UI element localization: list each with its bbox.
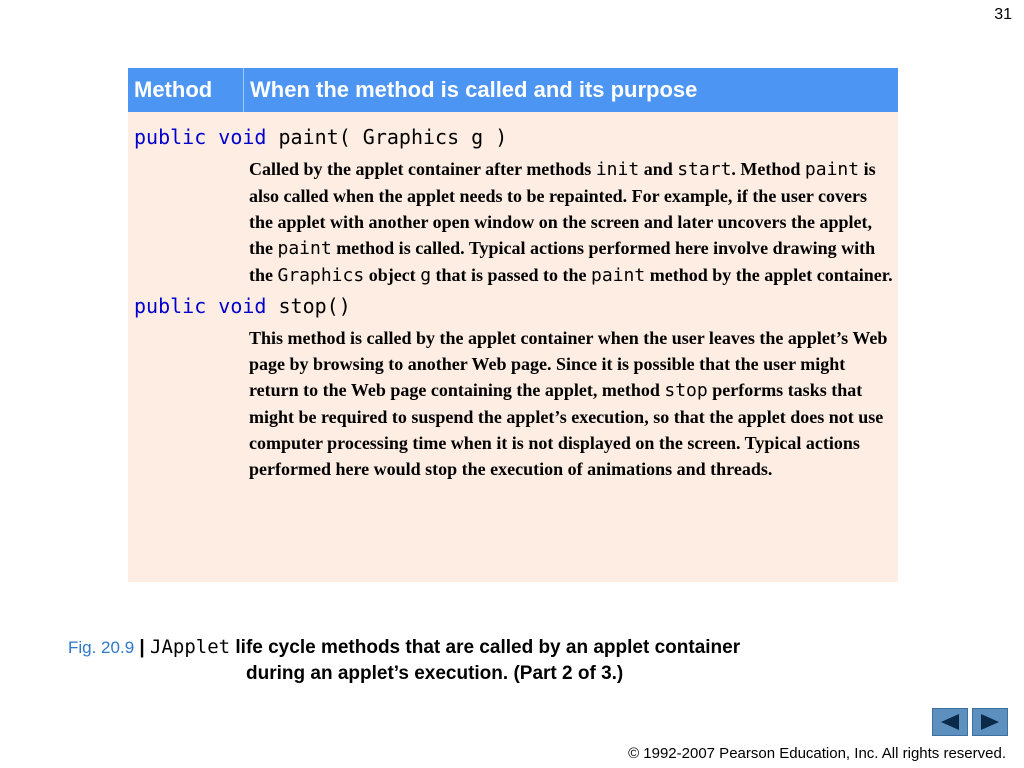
- method-description-stop: [249, 325, 893, 482]
- caption-line-2: during an applet’s execution. (Part 2 of 3.): [246, 663, 624, 684]
- caption-separator: |: [134, 637, 151, 658]
- description-text: Called by the applet container after methods: [249, 159, 596, 179]
- description-text: is also called when the applet needs to be repainted. For example, if the user covers the applet with another open window on the screen and later uncovers the applet, the: [249, 159, 876, 258]
- inline-code: init: [595, 159, 640, 180]
- description-text: This method is called by the applet container when the user leaves the applet’s Web page by browsing to another Web page. Since it is possible that the user might return to the Web page containing the applet, method: [249, 328, 888, 400]
- caption-line-1: [68, 634, 948, 661]
- right-arrow-icon: [979, 713, 1001, 731]
- figure-label: Fig. 20.9: [68, 638, 135, 657]
- inline-code: start: [677, 159, 732, 180]
- description-text: . Method: [731, 159, 805, 179]
- next-slide-button[interactable]: [972, 708, 1008, 736]
- signature-keyword: public void: [134, 294, 267, 318]
- method-signature-paint: [128, 124, 898, 150]
- signature-keyword: public void: [134, 125, 267, 149]
- signature-rest: stop(): [266, 294, 351, 318]
- description-text: method is called. Typical actions performed here involve drawing with the: [249, 238, 876, 285]
- inline-code: paint: [804, 159, 860, 180]
- inline-code: Graphics: [277, 265, 365, 286]
- header-purpose: When the method is called and its purpose: [250, 77, 698, 102]
- caption-text-1: life cycle methods that are called by an applet container: [230, 637, 741, 658]
- left-arrow-icon: [939, 713, 961, 731]
- method-table: [128, 68, 898, 582]
- copyright-notice: © 1992-2007 Pearson Education, Inc. All rights reserved.: [628, 745, 1006, 762]
- description-text: that is passed to the: [431, 265, 592, 285]
- description-text: and: [639, 159, 678, 179]
- previous-slide-button[interactable]: [932, 708, 968, 736]
- inline-code: paint: [277, 238, 332, 259]
- inline-code: g: [420, 265, 432, 286]
- method-signature-stop: [128, 293, 898, 319]
- method-description-paint: [249, 156, 893, 289]
- table-body: [128, 112, 898, 582]
- description-text: method by the applet container.: [645, 265, 893, 285]
- signature-rest: paint( Graphics g ): [266, 125, 508, 149]
- inline-code: stop: [664, 380, 708, 401]
- caption-code: JApplet: [150, 636, 231, 658]
- figure-caption: [68, 634, 948, 687]
- description-text: performs tasks that might be required to suspend the applet’s execution, so that the applet does not use computer processing time when it is not displayed on the screen. Typical actions performed here would stop the execution of animations and threads.: [249, 380, 884, 479]
- table-header: [128, 68, 898, 112]
- page-number: 31: [994, 6, 1012, 23]
- inline-code: paint: [591, 265, 646, 286]
- description-text: object: [364, 265, 421, 285]
- slide-navigation: [932, 708, 1008, 736]
- header-method: Method: [128, 68, 244, 112]
